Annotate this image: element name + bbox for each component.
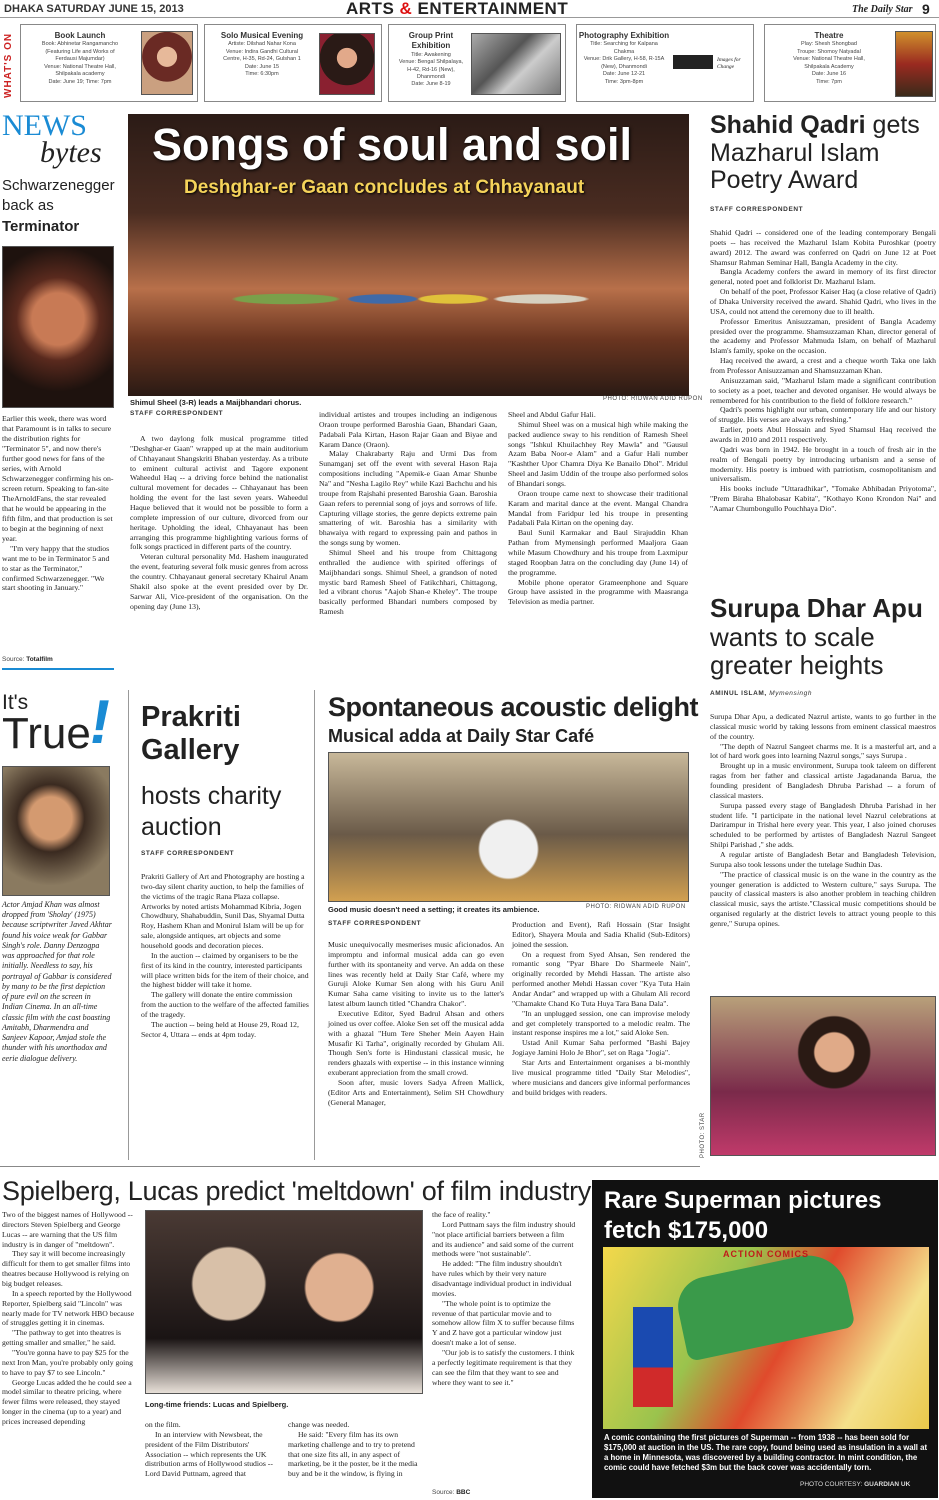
news-bytes-source: Source: Totalfilm xyxy=(2,656,53,663)
section-title: ARTS & ENTERTAINMENT xyxy=(346,0,569,18)
column-rule xyxy=(314,690,315,1160)
news-bytes-body: Earlier this week, there was word that Paramount is in talks to secure the distribution rights for "Terminator 5", and now there's further good news for fans of the series, with Arnold Schwarzenegger confirming his on-screen return. Speaking to fan-site TheArnoldFans, the star revealed that he would be appearing in the fifth film, and that production is set to begin at the beginning of next year. "I'm very happy that the studios want me to be in Terminator 5 and to star as the Terminator," confirmed Schwarzenegger. "We start shooting in January." xyxy=(2,414,114,593)
apu-byline: AMINUL ISLAM, Mymensingh xyxy=(710,690,813,697)
acoustic-column-1: Music unequivocally mesmerises music aficionados. An impromptu and informal musical adda can go even further with its spontaneity and verve. An adda on these lines was recently held at Daily Star Café, where my Guruji Aloke Kumar Sen along with his Guru Anil Kumar Saha came visiting to invite us to the latter's latest album launch titled "Chandra Chakor". Executive Editor, Syed Badrul Ahsan and others joined us over coffee. Aloke Sen set off the musical adda with a ghazal "Hum Tere Sheher Mein Aayen Hain Musafir Ki Tarha", originally recorded by Ghulam Ali. Though Sen's forte is Hindustani classical music, he renders ghazals with expertise -- in this instance winning exuberant appreciation from the small crowd. Soon after, music lovers Sadya Afreen Mallick, (Editor Arts and Entertainment), Selim SH Chowdhury (General Manager, xyxy=(328,940,504,1107)
superman-figure xyxy=(633,1307,673,1407)
spielberg-column-1: Two of the biggest names of Hollywood -- directors Steven Spielberg and George Lucas -- are warning that the US film industry is in danger of "meltdown". They say it will become increasingly difficult for them to get smaller films into theatres because Hollywood is relying on big budget releases. In a speech reported by the Hollywood Reporter, Spielberg said "Lincoln" was nearly made for TV network HBO because of struggles getting it in cinemas. "The pathway to get into theatres is getting smaller and smaller," he said. "You're gonna have to pay $25 for the next Iron Man, you're probably only going to have to pay $7 to see Lincoln." George Lucas added the he could see a model similar to theatre pricing, where fewer films were released, they stayed longer in the cinema (up to a year) and prices increased depending xyxy=(2,1210,135,1427)
spielberg-source: Source: BBC xyxy=(432,1489,471,1496)
acoustic-caption: Good music doesn't need a setting; it creates its ambience. xyxy=(328,905,540,914)
issue-date: DHAKA SATURDAY JUNE 15, 2013 xyxy=(4,3,184,15)
column-rule xyxy=(128,690,129,1160)
acoustic-headline: Spontaneous acoustic delight xyxy=(328,692,699,722)
apu-headline: Surupa Dhar Apu wants to scale greater heights xyxy=(710,593,923,681)
lead-headline: Songs of soul and soil xyxy=(152,119,633,170)
acoustic-byline: STAFF CORRESPONDENT xyxy=(328,920,422,927)
superman-headline: Rare Superman pictures fetch $175,000 xyxy=(604,1187,882,1244)
news-bytes-title: NEWS bytes xyxy=(2,109,102,169)
lead-column-1: A two daylong folk musical programme titled "Deshghar-er Gaan" wrapped up at the main auditorium of Chhayanaut Shangskriti Bhaban yesterday. As a tribute to eminent cultural activist and Tagore exponent Waheedul Haq -- a driving force behind the nationalist cultural movement for decades -- Chhayanaut has been holding the event for the last seven years. Waheedul Haque believed that it would not be possible to form a complete impression of our culture, divorced from our heritage. Upholding the ideal, Chhayanaut has been arranging this programme highlighting various forms of folk songs practiced in different parts of the country. Veteran cultural personality Md. Hashem inaugurated the event, featuring several folk music genres from across the country. Chhayanaut general secretary Khairul Anam Shakil also spoke at the event presided over by Dr. Sarwar Ali, Vice-president of the organisation. On the opening day (June 13), xyxy=(130,434,308,611)
event-solo-musical-evening: Solo Musical Evening Artiste: Dilshad Nahar Kona Venue: Indira Gandhi Cultural Centre, H-35, Rd-24, Gulshan 1 Date: June 15 Time: 6:30pm xyxy=(204,24,382,102)
its-true-body: Actor Amjad Khan was almost dropped from 'Sholay' (1975) because scriptwriter Javed Akhtar found his voice weak for Gabbar Singh's role. Danny Denzogpa was approached for that role initially. Needless to say, his portrayal of Gabbar is considered by many to be the first depiction of pure evil on the screen in Indian Cinema. In an all-time classic film with the cast boasting Amitabh, Dharmendra and Sanjeev Kapoor, Amjad stole the thunder with his unorthodox and eerie dialogue delivery. xyxy=(2,900,112,1063)
prakriti-subhead: hosts charity auction xyxy=(141,782,282,842)
page-number: 9 xyxy=(922,1,930,17)
event-book-launch: Book Launch Book: Abhinetar Rangamancho (Featuring Life and Works of Ferdausi Majumdar) Venue: National Theatre Hall, Shilpakala academy Date: June 19; Time: 7pm xyxy=(20,24,198,102)
event-photo xyxy=(471,33,561,95)
event-photo xyxy=(895,31,933,97)
prakriti-body: Prakriti Gallery of Art and Photography are hosting a two-day silent charity auction, to help the families of the victims of the tragic Rana Plaza collapse. Artworks by noted artists Mohammad Kibria, Jogen Chowdhury, Shahabuddin, Sunil Das, Shyamal Dutta Roy, Hashem Khan and Monirul Islam will be up for sale, alongside antiques, art objects and some household goods and decoration pieces. In the auction -- claimed by organisers to be the first of its kind in the country, interested participants will place written bids for the item of their choice, and the highest bidder will take it home. The gallery will donate the entire commission from the auction to the welfare of the affected families of the tragedy. The auction -- being held at House 29, Road 12, Sector 4, Uttara -- ends at 4pm today. xyxy=(141,872,309,1039)
prakriti-byline: STAFF CORRESPONDENT xyxy=(141,850,235,857)
paper-name: The Daily Star xyxy=(852,4,913,15)
divider xyxy=(2,668,114,670)
qadri-body: Shahid Qadri -- considered one of the leading contemporary Bengali poets -- has received the Mazharul Islam Kobita Puroshkar (poetry award) 2012. The award was conferred on Qadri on June 12 at Poet Shamsur Rahman Seminar Hall, Bangla Academy in the city. Bangla Academy confers the award in memory of its first director general, noted poet and folklorist Dr. Mazharul Islam. On behalf of the poet, Professor Kaiser Haq (a close relative of Qadri) of Dhaka University received the award. Shahid Qadri, who lives in the USA, could not attend the ceremony due to ill health. Professor Emeritus Anisuzzaman, president of Bangla Academy presided over the programme. Shamsuzzaman Khan, director general of the academy and Professor Mahmuda Islam, on behalf of Mazharul Islam's family, spoke on the occasion. Haq received the award, a crest and a cheque worth Taka one lakh from Professor Anisuzzaman and Shamsuzzaman Khan. Anisuzzaman said, "Mazharul Islam made a significant contribution to society as a poet, teacher and devoted organiser. He would always be remembered for his contribution to the field of folklore research." Qadri's poems highlight our urban, contemporary life and our history of struggle. His verses are always refreshing." Earlier, poets Abul Hossain and Syed Shamsul Haq received the awards in 2010 and 2011 respectively. Qadri was born in 1942. He brought in a touch of fresh air in the realm of Bengali poetry by introducing urbanism and a sense of modernity. His poetry is imbued with patriotism, cosmopolitanism and universalism. His books include "Uttaradhikar", "Tomake Abhibadan Priyotoma", "Prem Biraha Bhalobasar Kabita", "Kothayo Kono Krondon Nai" and "Aamar Chumbongullo Pouchhaya Dio". xyxy=(710,228,936,514)
spielberg-column-2: on the film. In an interview with Newsbeat, the president of the Film Distributors' Association -- which represents the UK distribution arms of Hollywood studios -- Lord David Puttnam, agreed that xyxy=(145,1420,273,1479)
superman-comic-image xyxy=(603,1247,929,1429)
spielberg-column-3: change was needed. He said: "Every film has its own marketing challenge and to try to pretend that one size fits all, in any aspect of marketing, be it the poster, be it the media buy and be it the window, is flying in xyxy=(288,1420,418,1479)
acoustic-column-2: Production and Event), Rafi Hossain (Star Insight Editor), Shayera Moula and Sadia Khalid (Sub-Editors) joined the session. On a request from Syed Ahsan, Sen rendered the romantic song "Pyar Bhare Do Sharmeele Nain", originally recorded by Mehdi Hassan. The artiste also performed another Mehdi Hassan cover "Kya Tuta Hain Andar Andar" and wrapped up with a Ghulam Ali record "Chamakte Chand Ko Tuta Huya Tara Bana Dala". "In an unplugged session, one can improvise melody and get completely transported to a melodic realm. The instant response inspires me a lot," said Aloke Sen. Ustad Anil Kumar Saha performed "Bashi Bajey Jogiaye Jamini Holo Je Bhor", set on Raga "Jogia". Star Arts and Entertainment organises a bi-monthly live musical programme titled "Daily Star Melodies", where musicians and dancers give informal performances and build bridges with readers. xyxy=(512,920,690,1097)
prakriti-headline: Prakriti Gallery xyxy=(141,701,241,766)
news-bytes-headline: Schwarzenegger back as Terminator xyxy=(2,177,115,235)
event-theatre: Theatre Play: Shesh Shongbad Troupe: Shomoy Natyadal Venue: National Theatre Hall, Shilpakala Academy Date: June 16 Time: 7pm xyxy=(764,24,936,102)
whats-on-label: WHAT'S ON xyxy=(3,32,14,98)
spielberg-column-4: the face of reality." Lord Puttnam says the film industry should "not place artificial barriers between a film and its audience" and said some of the current methods were "not sustainable". He added: "The film industry shouldn't have rules which by their very nature disadvantage individual product in individual movies. "The whole point is to optimize the revenue of that particular movie and to somehow allow film X to suffer because films Y and Z have got a particular window just doesn't make a lot of sense. "Our job is to satisfy the customers. I think a perfectly legitimate requirement is that they can see the film that they want to see and where they want to see it." xyxy=(432,1210,576,1387)
terminator-photo xyxy=(2,246,114,408)
event-group-print-exhibition: Group Print Exhibition Title: Awakening Venue: Bengal Shilpalaya, H-42, Rd-16 (New), Dhanmondi Date: June 8-19 xyxy=(388,24,566,102)
acoustic-subhead: Musical adda at Daily Star Café xyxy=(328,726,595,746)
acoustic-photo-credit: PHOTO: RIDWAN ADID RUPON xyxy=(586,904,686,910)
amjad-khan-photo xyxy=(2,766,110,896)
lead-column-2: individual artistes and troupes including an indigenous Oraon troupe performed Baroshia Gaan, Bhandari Gaan, Padabali Pala Kirtan, Hason Rajar Gaan and Biyae and Karam Dance (Oraon). Malay Chakrabarty Raju and Urmi Das from Sunamganj set off the event with several Hason Raja compositions including "Apemik-e Gaan Amar Shunbe Na" and "Nesha Lagilo Rey" while Kazi Bachchu and his troupe from Rajshahi presented Baroshia Gaan. Baroshia Gaan refers to perennial song of joys and sorrows of life. Capturing village stories, the genre depicts extreme pain smattering of wit. Baroshia has a similarity with bhawaiya with regard to expressing pain and pathos in the songs sung by women. Shimul Sheel and his troupe from Chittagong enthralled the audience with spirited offerings of Maijbhandari songs. Shimul Sheel, a grandson of noted mystic bard Ramesh Sheel of Fatikchhari, Chittagong, led a vibrant chorus "Aajob Shan-e Kheley". The troupe basically performed Bhandari numbers composed by Ramesh xyxy=(319,410,497,617)
lead-byline: STAFF CORRESPONDENT xyxy=(130,410,224,417)
apu-photo-credit: PHOTO: STAR xyxy=(700,1112,706,1158)
qadri-headline: Shahid Qadri gets Mazharul Islam Poetry Award xyxy=(710,111,920,194)
spielberg-caption: Long-time friends: Lucas and Spielberg. xyxy=(145,1400,289,1409)
lead-column-3: Sheel and Abdul Gafur Hali. Shimul Sheel was on a musical high while making the packed audience sway to his rendition of Ramesh Sheel songs "Ishkul Khuilachhey Rey Mawla" and "Gausul Azam Baba Noor-e Alam" and a Gafur Hali number "Kashther Upor Chamra Diya Ke Banailo Dhol". Mridul Sheel and Jasim Uddin of the troupe also performed solos of Bhandari songs. Oraon troupe came next to showcase their traditional Karam and marital dance at the event. Mangal Chandra Mandal from Faridpur led his troupe in presenting Padabali Pala Kirtan on the opening day. Baul Sunil Karmakar and Baul Sirajuddin Khan Pathan from Mymensingh performed Maaljora Gaan while Masum Chowdhury and his troupe from Laxmipur staged Roopban Jatra on the concluding day (June 14) of the programme. Mobile phone operator Grameenphone and Square Group have assisted in the programme with Maasranga Television as media partner. xyxy=(508,410,688,607)
drik-logo xyxy=(673,55,713,69)
comic-title: ACTION COMICS xyxy=(723,1249,809,1259)
qadri-byline: STAFF CORRESPONDENT xyxy=(710,206,804,213)
superman-caption: A comic containing the first pictures of Superman -- from 1938 -- has been sold for $175,000 at auction in the US. The rare copy, found being used as insulation in a wall at a home in Minnesota, was discovered by a building contractor. In mint condition, the comic could have fetched $3m but the back cover was accidentally torn. xyxy=(604,1433,928,1473)
event-photo xyxy=(141,31,193,95)
its-true-title: It's True ! xyxy=(2,688,117,758)
lead-photo-credit: PHOTO: RIDWAN ADID RUPON xyxy=(603,396,703,402)
event-photography-exhibition: Images for Change Photography Exhibition Title: Searching for Kalpana Chakma Venue: Drik Gallery, H-58, R-15A (New), Dhanmondi Date: June 12-21 Time: 3pm-8pm xyxy=(576,24,754,102)
lead-subhead: Deshghar-er Gaan concludes at Chhayanaut xyxy=(184,177,585,198)
logo-caption: Images for Change xyxy=(717,57,741,71)
performers xyxy=(198,264,638,334)
apu-photo xyxy=(710,996,936,1156)
section-divider xyxy=(0,1166,700,1167)
car-illustration xyxy=(673,1248,856,1362)
lucas-spielberg-photo xyxy=(145,1210,423,1394)
acoustic-photo xyxy=(328,752,689,902)
lead-caption: Shimul Sheel (3-R) leads a Maijbhandari chorus. xyxy=(130,398,302,407)
event-photo xyxy=(319,33,375,95)
apu-body: Surupa Dhar Apu, a dedicated Nazrul artiste, wants to go further in the classical music world by taking lessons from eminent classical maestros of the country. "The depth of Nazrul Sangeet charms me. It is a masterful art, and a lot of hard work goes into learning Nazrul songs," says Surupa . Brought up in a music environment, Surupa took taleem on different ragas from her father and classical artiste Jagadananda Barua, the founding president of Bangladesh Dhruba Parishad -- a forum of classical masters. Surupa passed every stage of Bangladesh Dhruba Parishad in her student life. "I participate in the national level Nazrul celebrations at Darirampur in Trishal here every year. This year, I also joined choruses scheduled to be performed by artistes of Bangladesh Nazrul Sangeet Shilpi Parishad ," she adds. A regular artiste of Bangladesh Betar and Bangladesh Television, Surupa also took lessons under the tutelage Sudhin Das. "The practice of classical music is on the wane in the country as the younger generation is addicted to Western culture," says Surupa. The paucity of classical masters is also another problem in teaching children classical music, says the artiste."Classical music competitions should be organised regularly at the district levels to attract young people to this genre," Surupa opines. xyxy=(710,712,936,929)
spielberg-headline: Spielberg, Lucas predict 'meltdown' of film industry xyxy=(2,1176,591,1206)
superman-credit: PHOTO COURTESY: GUARDIAN UK xyxy=(800,1481,911,1488)
